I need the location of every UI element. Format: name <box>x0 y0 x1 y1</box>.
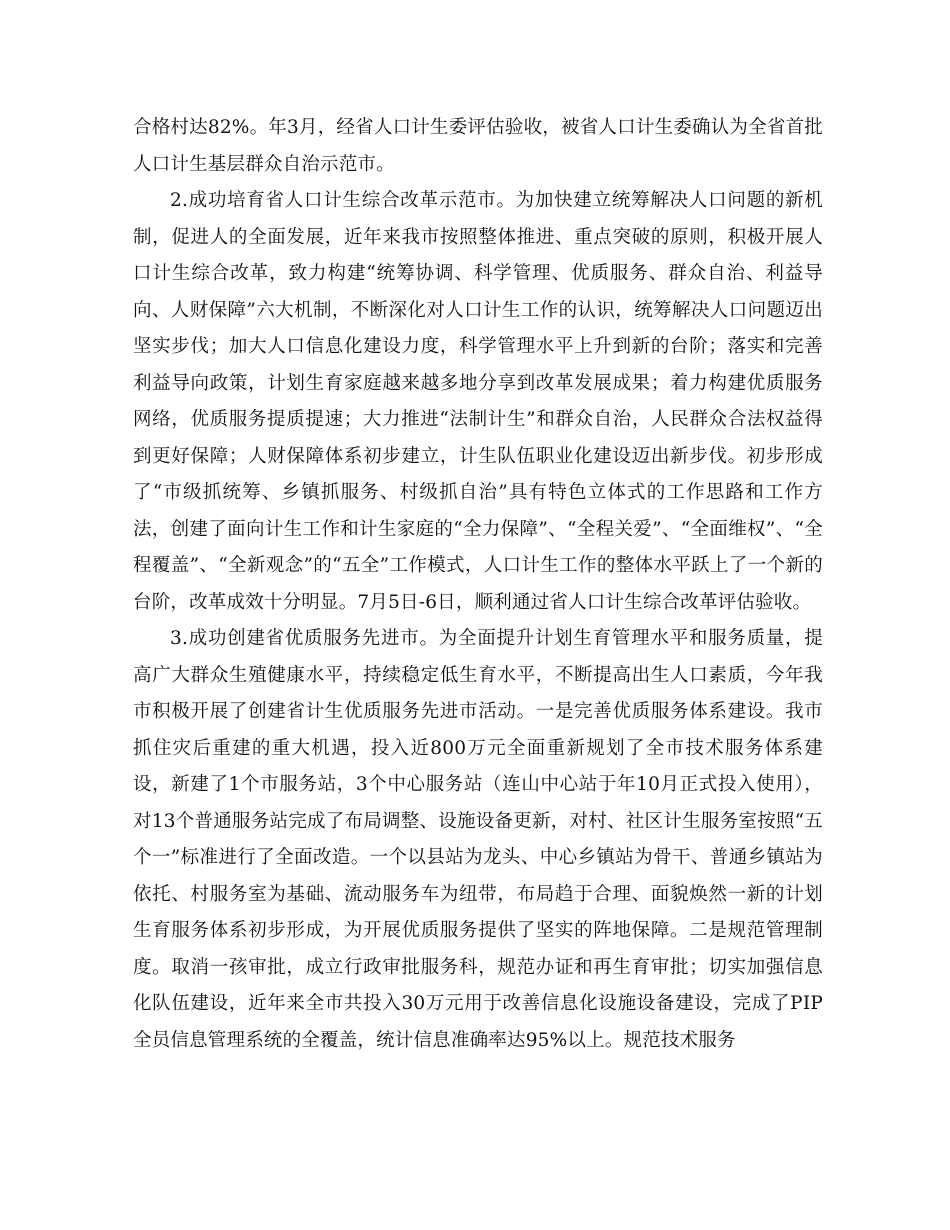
document-body <box>133 110 823 1059</box>
paragraph-quality-service: 3.成功创建省优质服务先进市。为全面提升计划生育管理水平和服务质量，提高广大群众生殖健康水平，持续稳定低生育水平，不断提高出生人口素质，今年我市积极开展了创建省计生优质服务先进市活动。一是完善优质服务体系建设。我市抓住灾后重建的重大机遇，投入近800万元全面重新规划了全市技术服务体系建设，新建了1个市服务站，3个中心服务站（连山中心站于年10月正式投入使用），对13个普通服务站完成了布局调整、设施设备更新，对村、社区计生服务室按照“五个一”标准进行了全面改造。一个以县站为龙头、中心乡镇站为骨干、普通乡镇站为依托、村服务室为基础、流动服务车为纽带，布局趋于合理、面貌焕然一新的计划生育服务体系初步形成，为开展优质服务提供了坚实的阵地保障。二是规范管理制度。取消一孩审批，成立行政审批服务科，规范办证和再生育审批；切实加强信息化队伍建设，近年来全市共投入30万元用于改善信息化设施设备建设，完成了PIP全员信息管理系统的全覆盖，统计信息准确率达95%以上。规范技术服务 <box>133 628 823 1051</box>
paragraph-continuation: 合格村达82%。年3月，经省人口计生委评估验收，被省人口计生委确认为全省首批人口计生基层群众自治示范市。 <box>133 117 823 175</box>
paragraph-comprehensive-reform: 2.成功培育省人口计生综合改革示范市。为加快建立统筹解决人口问题的新机制，促进人的全面发展，近年来我市按照整体推进、重点突破的原则，积极开展人口计生综合改革，致力构建“统筹协调、科学管理、优质服务、群众自治、利益导向、人财保障”六大机制，不断深化对人口计生工作的认识，统筹解决人口问题迈出坚实步伐；加大人口信息化建设力度，科学管理水平上升到新的台阶；落实和完善利益导向政策，计划生育家庭越来越多地分享到改革发展成果；着力构建优质服务网络，优质服务提质提速；大力推进“法制计生”和群众自治，人民群众合法权益得到更好保障；人财保障体系初步建立，计生队伍职业化建设迈出新步伐。初步形成了“市级抓统筹、乡镇抓服务、村级抓自治”具有特色立体式的工作思路和工作方法，创建了面向计生工作和计生家庭的“全力保障”、“全程关爱”、“全面维权”、“全程覆盖”、“全新观念”的“五全”工作模式，人口计生工作的整体水平跃上了一个新的台阶，改革成效十分明显。7月5日-6日，顺利通过省人口计生综合改革评估验收。 <box>133 190 823 613</box>
